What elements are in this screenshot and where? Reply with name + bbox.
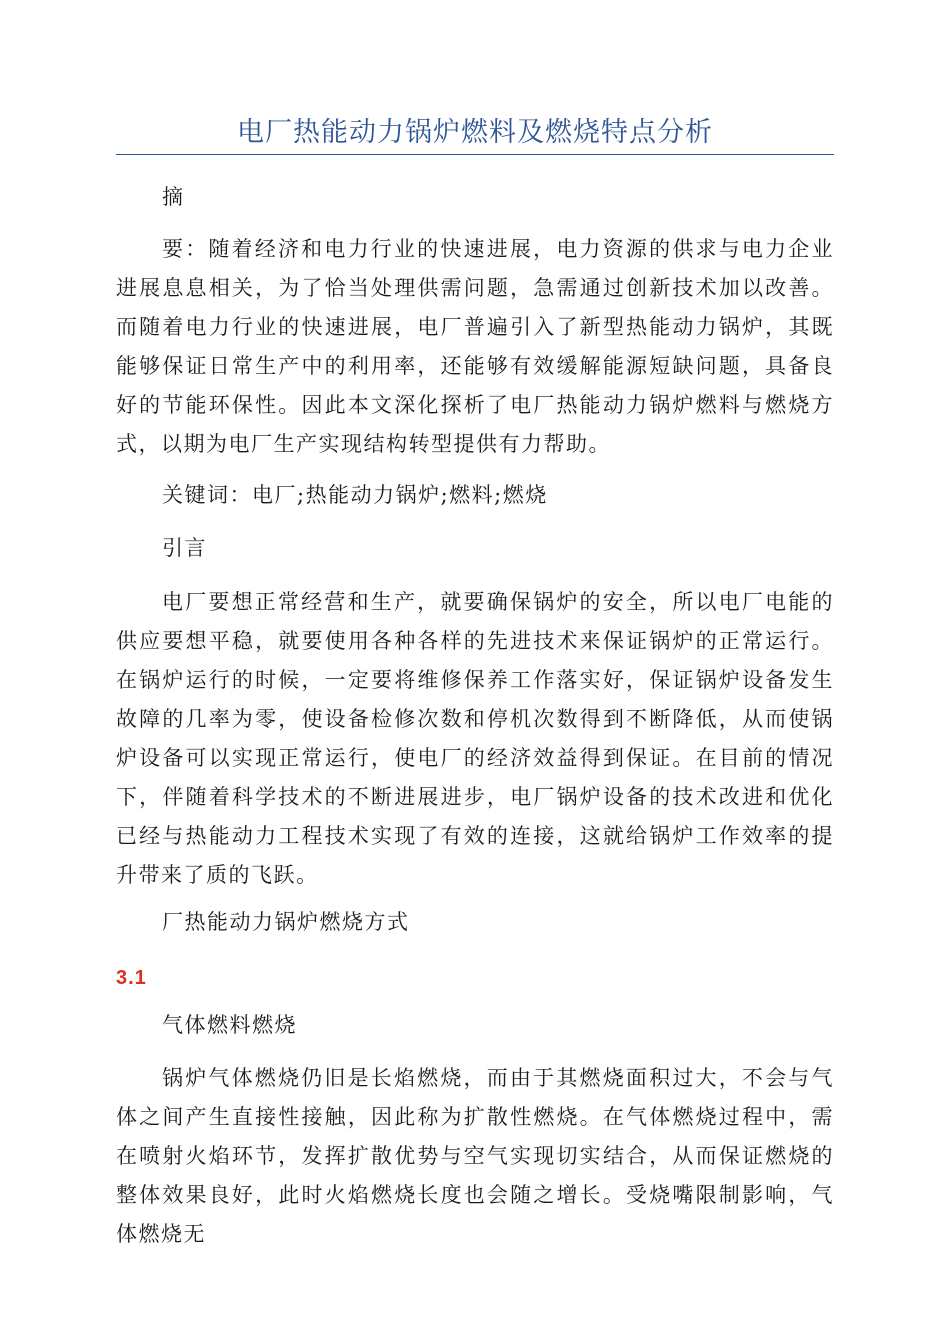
abstract-heading: 摘 (162, 185, 185, 209)
title-underline (116, 154, 834, 155)
section-heading: 厂热能动力锅炉燃烧方式 (162, 910, 410, 934)
subsection-paragraph: 锅炉气体燃烧仍旧是长焰燃烧，而由于其燃烧面积过大，不会与气体之间产生直接性接触，因此称为扩散性燃烧。在气体燃烧过程中，需在喷射火焰环节，发挥扩散优势与空气实现切实结合，从而保证燃烧的整体效果良好，此时火焰燃烧长度也会随之增长。受烧嘴限制影响，气体燃烧无 (116, 1066, 834, 1246)
introduction-heading: 引言 (162, 536, 207, 560)
subsection-title: 气体燃料燃烧 (162, 1013, 297, 1037)
keywords-line: 关键词：电厂;热能动力锅炉;燃料;燃烧 (162, 483, 548, 507)
abstract-paragraph: 要：随着经济和电力行业的快速进展，电力资源的供求与电力企业进展息息相关，为了恰当处理供需问题，急需通过创新技术加以改善。而随着电力行业的快速进展，电厂普遍引入了新型热能动力锅炉，其既能够保证日常生产中的利用率，还能够有效缓解能源短缺问题，具备良好的节能环保性。因此本文深化探析了电厂热能动力锅炉燃料与燃烧方式，以期为电厂生产实现结构转型提供有力帮助。 (116, 237, 834, 456)
introduction-paragraph: 电厂要想正常经营和生产，就要确保锅炉的安全，所以电厂电能的供应要想平稳，就要使用各种各样的先进技术来保证锅炉的正常运行。在锅炉运行的时候，一定要将维修保养工作落实好，保证锅炉设备发生故障的几率为零，使设备检修次数和停机次数得到不断降低，从而使锅炉设备可以实现正常运行，使电厂的经济效益得到保证。在目前的情况下，伴随着科学技术的不断进展进步，电厂锅炉设备的技术改进和优化已经与热能动力工程技术实现了有效的连接，这就给锅炉工作效率的提升带来了质的飞跃。 (116, 590, 834, 887)
subsection-number: 3.1 (116, 967, 147, 989)
document-title: 电厂热能动力锅炉燃料及燃烧特点分析 (237, 117, 713, 148)
